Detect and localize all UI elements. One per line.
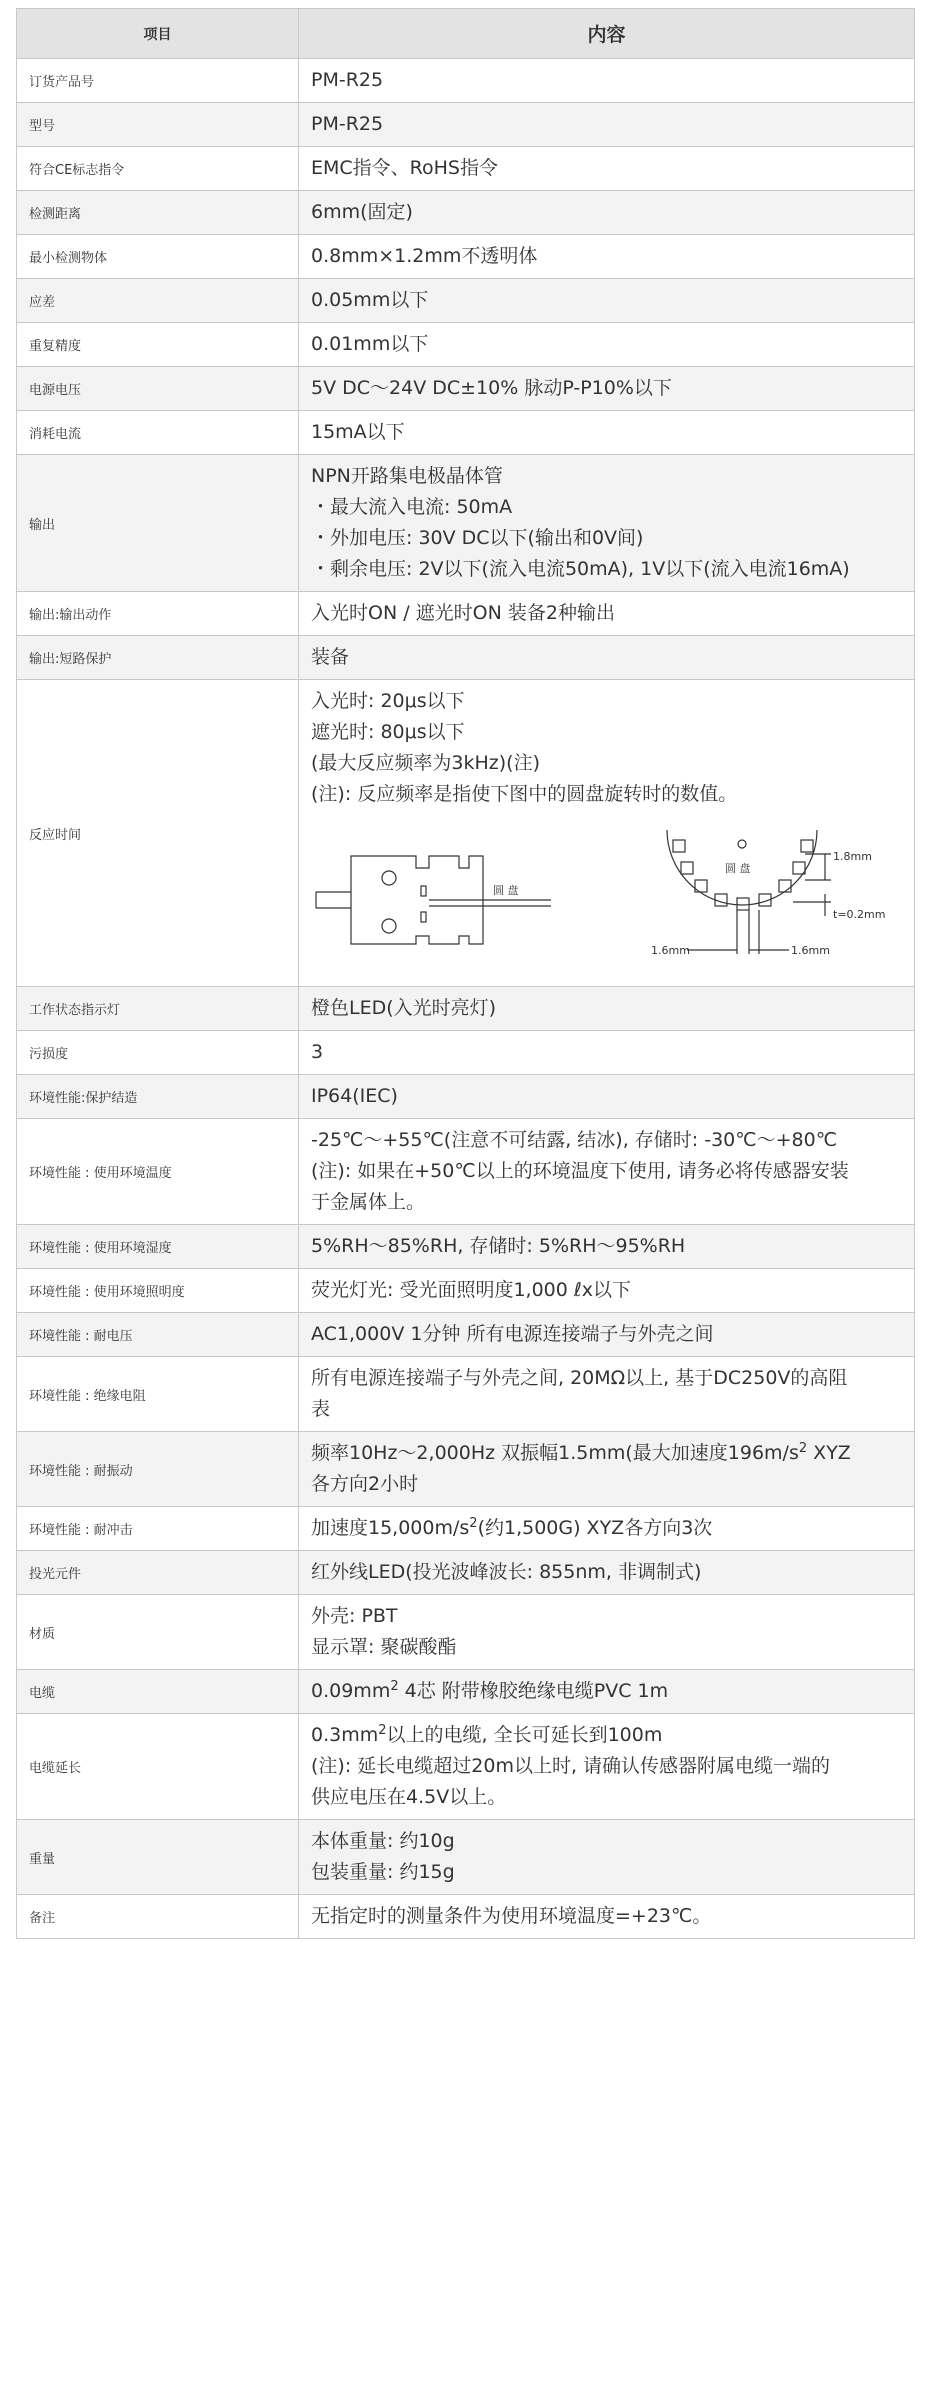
row-value-line: 包装重量: 约15g [311, 1861, 455, 1883]
table-row [17, 1269, 915, 1313]
row-key: 环境性能 : 耐电压 [17, 1313, 299, 1357]
row-key: 电源电压 [17, 367, 299, 411]
table-row [17, 1119, 915, 1225]
table-row [17, 1225, 915, 1269]
row-value-line: 于金属体上。 [311, 1191, 426, 1213]
row-key: 环境性能 : 使用环境湿度 [17, 1225, 299, 1269]
table-row [17, 59, 915, 103]
row-value-line: 遮光时: 80μs以下 [311, 721, 465, 743]
row-key: 检测距离 [17, 191, 299, 235]
row-value [299, 1031, 915, 1075]
row-key: 环境性能 : 绝缘电阻 [17, 1357, 299, 1432]
table-row [17, 592, 915, 636]
table-row [17, 1551, 915, 1595]
table-row [17, 1075, 915, 1119]
row-value-line: PM-R25 [311, 113, 384, 135]
table-body [17, 59, 915, 1939]
spec-table [16, 8, 915, 1939]
disk-diagram-svg [311, 824, 911, 972]
row-value-line: 5V DC～24V DC±10% 脉动P-P10%以下 [311, 377, 672, 399]
table-row [17, 191, 915, 235]
disk-label-right: 圆 盘 [725, 862, 751, 875]
dimension-1-6mm-left: 1.6mm [651, 944, 690, 957]
row-value-line: ・最大流入电流: 50mA [311, 496, 513, 518]
row-key: 电缆延长 [17, 1714, 299, 1820]
row-value-line: AC1,000V 1分钟 所有电源连接端子与外壳之间 [311, 1323, 714, 1345]
row-key: 电缆 [17, 1670, 299, 1714]
table-row [17, 1031, 915, 1075]
row-key: 环境性能 : 耐振动 [17, 1432, 299, 1507]
row-value-line: NPN开路集电极晶体管 [311, 465, 503, 487]
table-row [17, 1714, 915, 1820]
row-key: 符合CE标志指令 [17, 147, 299, 191]
row-value [299, 680, 915, 987]
row-value-line: 5%RH～85%RH, 存储时: 5%RH～95%RH [311, 1235, 686, 1257]
row-value [299, 1507, 915, 1551]
row-value-line: ・剩余电压: 2V以下(流入电流50mA), 1V以下(流入电流16mA) [311, 558, 850, 580]
row-value-line: 入光时ON / 遮光时ON 装备2种输出 [311, 602, 615, 624]
disk-label-left: 圆 盘 [493, 884, 519, 897]
table-row [17, 1595, 915, 1670]
row-value [299, 147, 915, 191]
row-value [299, 455, 915, 592]
row-value-line: 装备 [311, 646, 350, 668]
row-value [299, 1820, 915, 1895]
row-value-line: $0.3mm^2$以上的电缆, 全长可延长到100m [311, 1723, 663, 1746]
row-value [299, 1895, 915, 1939]
row-value-line: 所有电源连接端子与外壳之间, 20MΩ以上, 基于DC250V的高阻 [311, 1367, 848, 1389]
row-key: 环境性能:保护结造 [17, 1075, 299, 1119]
disk-diagram [311, 824, 914, 972]
row-key: 最小检测物体 [17, 235, 299, 279]
row-value-line: ・外加电压: 30V DC以下(输出和0V间) [311, 527, 644, 549]
row-value-line: 橙色LED(入光时亮灯) [311, 997, 497, 1019]
dimension-1-6mm-right: 1.6mm [791, 944, 830, 957]
row-value-line: 红外线LED(投光波峰波长: 855nm, 非调制式) [311, 1561, 702, 1583]
table-row [17, 1357, 915, 1432]
row-value [299, 1119, 915, 1225]
row-key: 重量 [17, 1820, 299, 1895]
row-key: 输出:输出动作 [17, 592, 299, 636]
row-value [299, 1075, 915, 1119]
row-value-line: 各方向2小时 [311, 1473, 419, 1495]
table-row [17, 987, 915, 1031]
row-key: 消耗电流 [17, 411, 299, 455]
row-value [299, 1595, 915, 1670]
row-key: 输出 [17, 455, 299, 592]
sensor-side-view [316, 856, 551, 944]
disk-front-view [667, 830, 831, 954]
table-row [17, 680, 915, 987]
row-value-line: 0.01mm以下 [311, 333, 429, 355]
table-row [17, 1313, 915, 1357]
row-value [299, 987, 915, 1031]
table-row [17, 235, 915, 279]
row-key: 环境性能 : 耐冲击 [17, 1507, 299, 1551]
row-key: 订货产品号 [17, 59, 299, 103]
row-key: 重复精度 [17, 323, 299, 367]
row-key: 工作状态指示灯 [17, 987, 299, 1031]
table-row [17, 1820, 915, 1895]
row-value-line: PM-R25 [311, 69, 384, 91]
row-value [299, 1357, 915, 1432]
dimension-thickness: t=0.2mm [833, 908, 886, 921]
row-value [299, 1432, 915, 1507]
row-value-line: 外壳: PBT [311, 1605, 398, 1627]
row-value-line: (注): 延长电缆超过20m以上时, 请确认传感器附属电缆一端的 [311, 1755, 831, 1777]
row-value [299, 1714, 915, 1820]
row-key: 材质 [17, 1595, 299, 1670]
row-key: 投光元件 [17, 1551, 299, 1595]
row-key: 型号 [17, 103, 299, 147]
row-value [299, 323, 915, 367]
row-value-line: 表 [311, 1398, 331, 1420]
row-value-line: $0.09mm^2$ 4芯 附带橡胶绝缘电缆PVC 1m [311, 1679, 669, 1702]
row-value-line: -25℃～+55℃(注意不可结露, 结冰), 存储时: -30℃～+80℃ [311, 1129, 838, 1151]
row-value [299, 1670, 915, 1714]
row-value [299, 411, 915, 455]
table-header-row [17, 9, 915, 59]
table-row [17, 323, 915, 367]
row-value-line: (最大反应频率为3kHz)(注) [311, 752, 541, 774]
row-key: 环境性能 : 使用环境温度 [17, 1119, 299, 1225]
row-key: 反应时间 [17, 680, 299, 987]
table-row [17, 103, 915, 147]
spec-table-container [16, 8, 914, 1939]
row-value-line: 0.05mm以下 [311, 289, 429, 311]
row-value [299, 1225, 915, 1269]
row-value-line: 15mA以下 [311, 421, 405, 443]
table-row [17, 1507, 915, 1551]
row-value-line: 本体重量: 约10g [311, 1830, 455, 1852]
row-value [299, 279, 915, 323]
row-key: 应差 [17, 279, 299, 323]
row-value [299, 636, 915, 680]
row-value-line: 频率10Hz～2,000Hz 双振幅1.5mm(最大加速度$196m/s^2$ XYZ [311, 1441, 851, 1464]
row-value-line: 荧光灯光: 受光面照明度1,000 ℓx以下 [311, 1279, 631, 1301]
row-value [299, 103, 915, 147]
row-value [299, 59, 915, 103]
row-value [299, 1269, 915, 1313]
table-row [17, 411, 915, 455]
table-row [17, 1432, 915, 1507]
row-value-line: EMC指令、RoHS指令 [311, 157, 498, 179]
row-value [299, 235, 915, 279]
row-value [299, 1313, 915, 1357]
row-value-line: IP64(IEC) [311, 1085, 398, 1107]
row-value-line: 加速度$15,000m/s^2$(约1,500G) XYZ各方向3次 [311, 1516, 713, 1539]
table-row [17, 279, 915, 323]
header-content: 内容 [299, 9, 915, 59]
table-row [17, 147, 915, 191]
row-key: 输出:短路保护 [17, 636, 299, 680]
row-value [299, 367, 915, 411]
row-value-line: 入光时: 20μs以下 [311, 690, 465, 712]
row-value [299, 592, 915, 636]
row-value-line: 3 [311, 1041, 324, 1063]
table-row [17, 455, 915, 592]
row-key: 备注 [17, 1895, 299, 1939]
row-value-line: (注): 如果在+50℃以上的环境温度下使用, 请务必将传感器安装 [311, 1160, 849, 1182]
row-value-line: 6mm(固定) [311, 201, 413, 223]
table-row [17, 1895, 915, 1939]
table-row [17, 1670, 915, 1714]
row-value-line: (注): 反应频率是指使下图中的圆盘旋转时的数值。 [311, 783, 738, 805]
table-row [17, 636, 915, 680]
row-key: 污损度 [17, 1031, 299, 1075]
row-value-line: 0.8mm×1.2mm不透明体 [311, 245, 538, 267]
row-value-line: 无指定时的测量条件为使用环境温度=+23℃。 [311, 1905, 712, 1927]
header-item: 项目 [17, 9, 299, 59]
row-value-line: 显示罩: 聚碳酸酯 [311, 1636, 457, 1658]
table-row [17, 367, 915, 411]
row-value [299, 191, 915, 235]
dimension-1-8mm: 1.8mm [833, 850, 872, 863]
row-key: 环境性能 : 使用环境照明度 [17, 1269, 299, 1313]
row-value-line: 供应电压在4.5V以上。 [311, 1786, 507, 1808]
row-value [299, 1551, 915, 1595]
